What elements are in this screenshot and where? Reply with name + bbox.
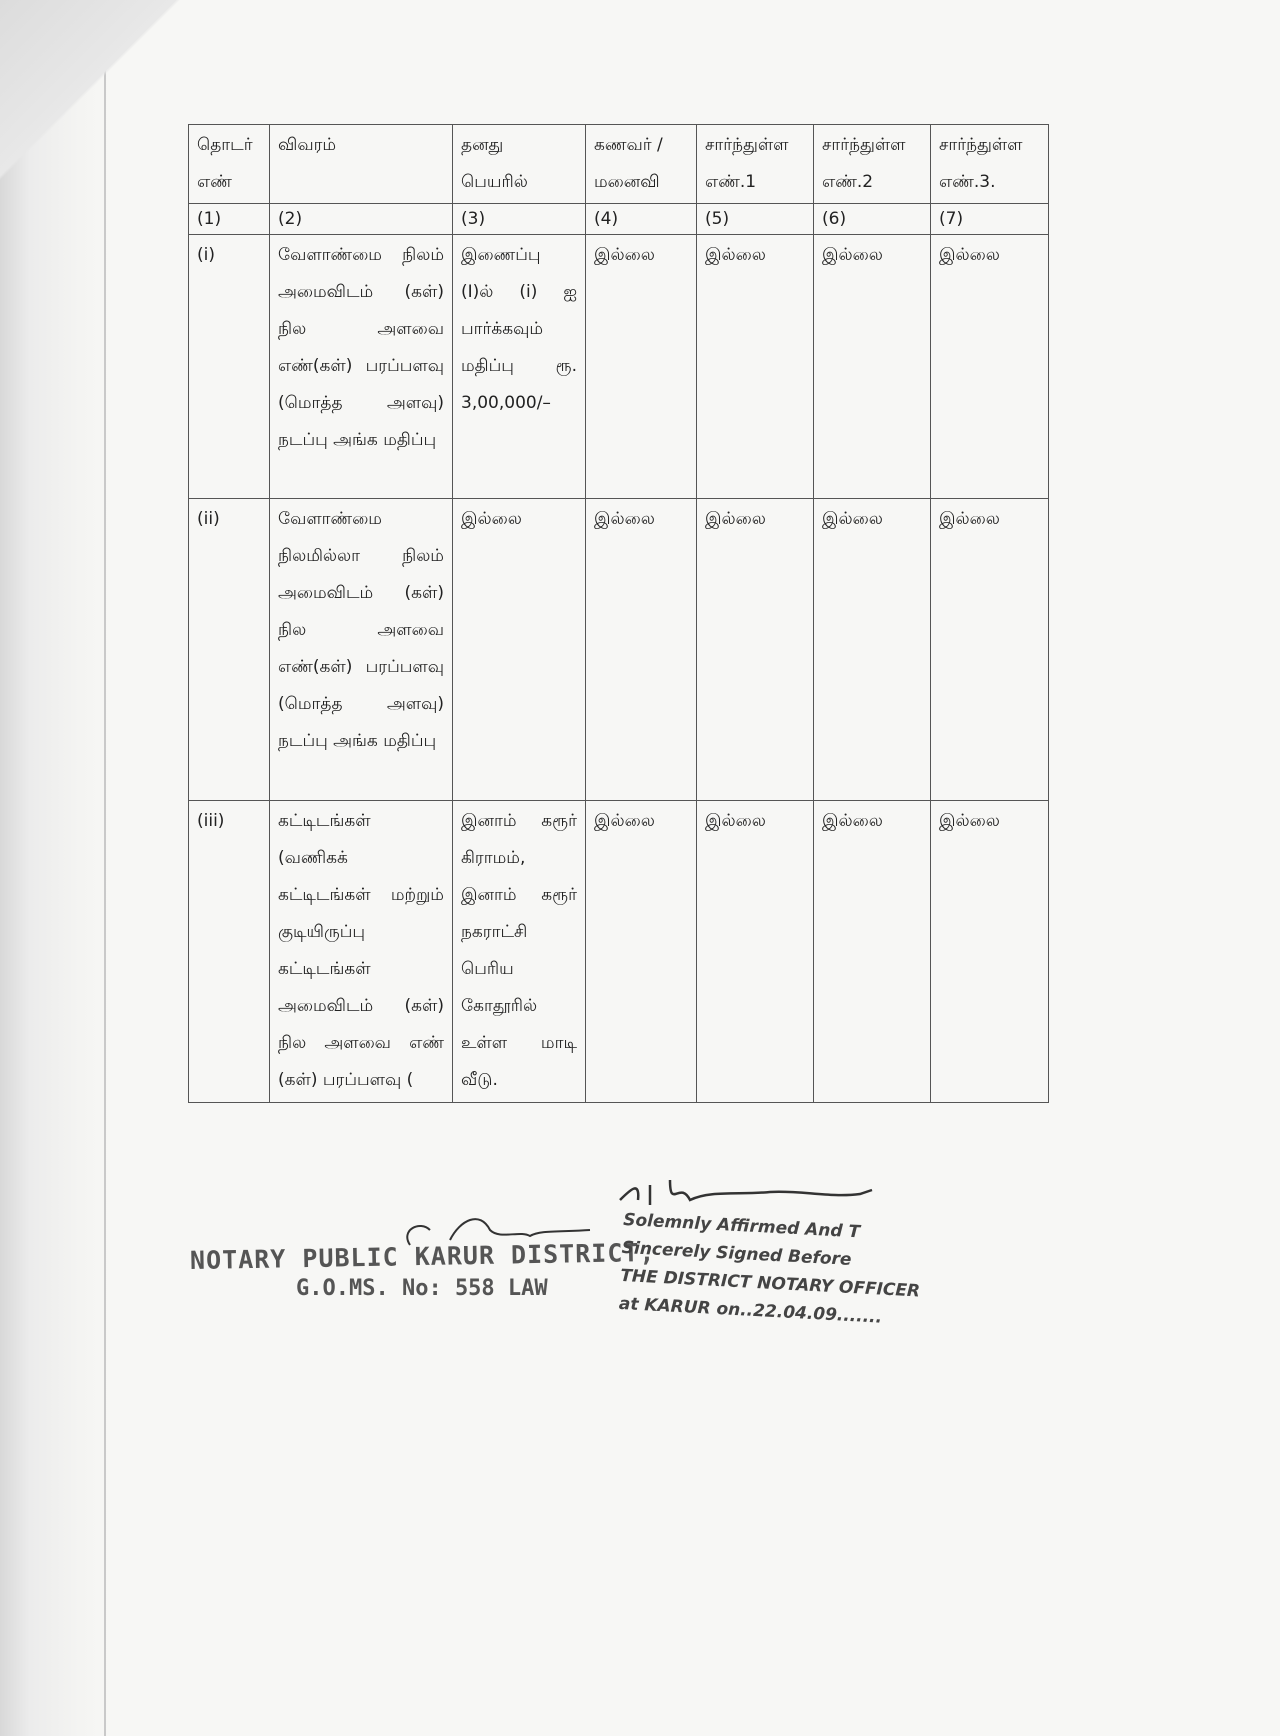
row-spouse: இல்லை — [586, 235, 697, 499]
row-dependent-2: இல்லை — [814, 235, 931, 499]
table-row — [189, 801, 1049, 1103]
row-serial: (i) — [189, 235, 270, 499]
scan-binding-line — [104, 0, 106, 1736]
row-dependent-3: இல்லை — [931, 801, 1049, 1103]
header-dependent-3: சார்ந்துள்ள எண்.3. — [931, 125, 1049, 204]
row-description: வேளாண்மை நிலம் அமைவிடம் (கள்) நில அளவை எண்(கள்) பரப்பளவு (மொத்த அளவு) நடப்பு அங்க மதிப்பு — [270, 235, 453, 499]
column-number: (3) — [453, 204, 586, 235]
header-spouse: கணவர் / மனைவி — [586, 125, 697, 204]
row-dependent-3: இல்லை — [931, 235, 1049, 499]
row-description: கட்டிடங்கள் (வணிகக் கட்டிடங்கள் மற்றும் குடியிருப்பு கட்டிடங்கள் அமைவிடம் (கள்) நில அளவை எண் (கள்) பரப்பளவு ( — [270, 801, 453, 1103]
header-description: விவரம் — [270, 125, 453, 204]
table-header-row — [189, 125, 1049, 204]
row-dependent-1: இல்லை — [697, 801, 814, 1103]
row-description: வேளாண்மை நிலமில்லா நிலம் அமைவிடம் (கள்) நில அளவை எண்(கள்) பரப்பளவு (மொத்த அளவு) நடப்பு அங்க மதிப்பு — [270, 499, 453, 801]
stamp-affirmation-line: Solemnly Affirmed And T — [622, 1209, 861, 1243]
header-serial: தொடர் எண் — [189, 125, 270, 204]
column-number: (4) — [586, 204, 697, 235]
row-spouse: இல்லை — [586, 801, 697, 1103]
header-self: தனது பெயரில் — [453, 125, 586, 204]
stamp-affirmation-line: THE DISTRICT NOTARY OFFICER — [619, 1265, 921, 1302]
column-number: (5) — [697, 204, 814, 235]
scan-shadow-edge — [0, 0, 110, 1736]
row-spouse: இல்லை — [586, 499, 697, 801]
row-self: இல்லை — [453, 499, 586, 801]
row-dependent-2: இல்லை — [814, 801, 931, 1103]
row-dependent-3: இல்லை — [931, 499, 1049, 801]
header-dependent-1: சார்ந்துள்ள எண்.1 — [697, 125, 814, 204]
stamp-go-number: G.O.MS. No: 558 LAW — [296, 1276, 548, 1301]
table-row — [189, 235, 1049, 499]
column-number: (2) — [270, 204, 453, 235]
page-fold-corner — [0, 0, 180, 260]
row-serial: (ii) — [189, 499, 270, 801]
row-dependent-1: இல்லை — [697, 499, 814, 801]
stamp-affirmation-line: at KARUR on..22.04.09....... — [618, 1293, 883, 1328]
row-dependent-2: இல்லை — [814, 499, 931, 801]
row-self: இனாம் கரூர் கிராமம், இனாம் கரூர் நகராட்சி பெரிய கோதூரில் உள்ள மாடி வீடு. — [453, 801, 586, 1103]
stamp-affirmation-line: Sincerely Signed Before — [621, 1237, 852, 1270]
notary-stamp-area — [190, 1160, 1090, 1360]
column-number: (6) — [814, 204, 931, 235]
row-dependent-1: இல்லை — [697, 235, 814, 499]
stamp-affirmation — [618, 1206, 924, 1334]
stamp-notary-title: NOTARY PUBLIC KARUR DISTRICT, — [189, 1237, 656, 1276]
header-dependent-2: சார்ந்துள்ள எண்.2 — [814, 125, 931, 204]
column-number-row — [189, 204, 1049, 235]
column-number: (1) — [189, 204, 270, 235]
row-self: இணைப்பு (I)ல் (i) ஐ பார்க்கவும் மதிப்பு ரூ. 3,00,000/– — [453, 235, 586, 499]
row-serial: (iii) — [189, 801, 270, 1103]
table-row — [189, 499, 1049, 801]
column-number: (7) — [931, 204, 1049, 235]
asset-declaration-table — [188, 124, 1049, 1103]
